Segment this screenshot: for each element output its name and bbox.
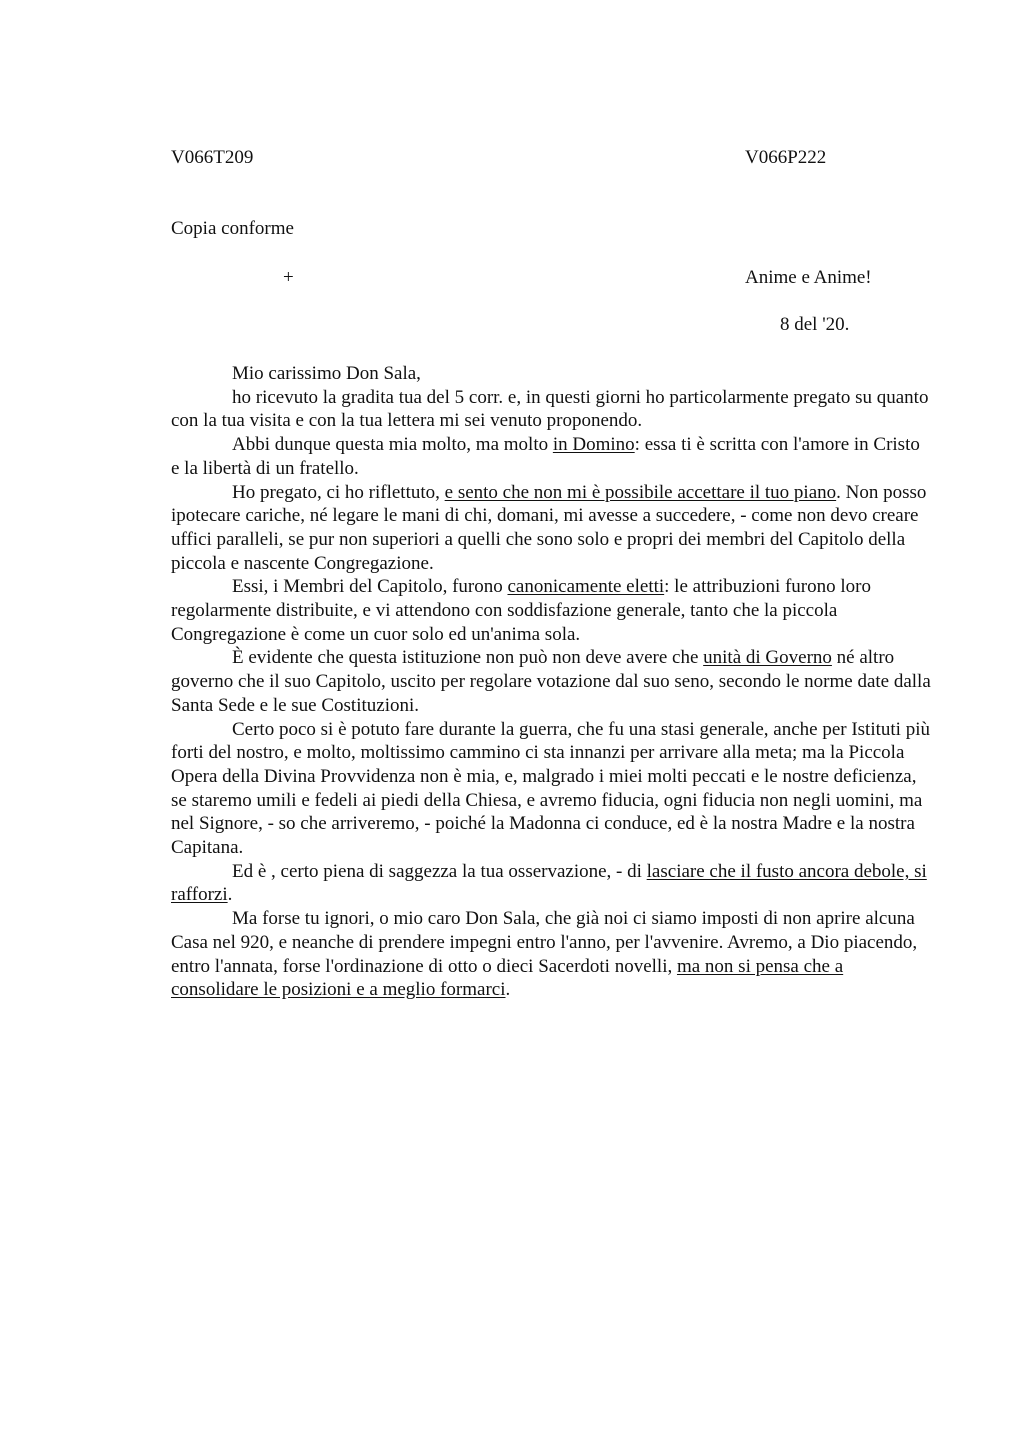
document-reference-left: V066T209 [171,147,254,168]
paragraph-5-text-b: né altro governo che il suo Capitolo, uscito per regolare votazione dal suo seno, secondo le norme date dalla Santa Sede e le sue Costituzioni. [171,647,931,716]
paragraph-5-text-a: È evidente che questa istituzione non può non deve avere che [232,647,704,669]
paragraph-8-text-b: . [505,979,511,1001]
paragraph-1: ho ricevuto la gradita tua del 5 corr. e, in questi giorni ho particolarmente pregato su quanto con la tua visita e con la tua lettera mi sei venuto proponendo. [171,386,929,432]
copy-note: Copia conforme [171,218,294,239]
paragraph-3-underlined: e sento che non mi è possibile accettare il tuo piano [444,481,837,503]
paragraph-8-text-a: Ma forse tu ignori, o mio caro Don Sala, che già noi ci siamo imposti di non aprire alcuna Casa nel 920, e neanche di prendere impegni entro l'anno, per l'avvenire. Avremo, a Dio piacendo, entro l'annata, forse l'ordinazione di otto o dieci Sacerdoti novelli, [171,908,918,977]
paragraph-8 [171,907,931,1002]
paragraph-8-underlined: ma non si pensa che a consolidare le posizioni e a meglio formarci [171,955,844,1001]
paragraph-7-text-b: . [227,884,233,906]
document-reference-right: V066P222 [745,147,827,168]
paragraph-3-text-b: . Non posso ipotecare cariche, né legare le mani di chi, domani, mi avesse a succedere, - come non devo creare uffici paralleli, se pur non superiori a quelli che sono solo e propri dei membri del Capitolo della piccola e nascente Congregazione. [171,481,927,574]
salutation: Mio carissimo Don Sala, [232,363,421,384]
paragraph-6: Certo poco si è potuto fare durante la guerra, che fu una stasi generale, anche per Istituti più forti del nostro, e molto, moltissimo cammino ci sta innanzi per arrivare alla meta; ma la Piccola Opera della Divina Provvidenza non è mia, e, malgrado i miei molti peccati e le nostre deficienza, se staremo umili e fedeli ai piedi della Chiesa, e avremo fiducia, ogni fiducia non negli uomini, ma nel Signore, - so che arriveremo, - poiché la Madonna ci conduce, ed è la nostra Madre e la nostra Capitana. [171,718,930,859]
paragraph-4-text-a: Essi, i Membri del Capitolo, furono [232,576,508,598]
paragraph-7-underlined: lasciare che il fusto ancora debole, si rafforzi [171,860,927,906]
paragraph-5 [171,646,931,717]
paragraph-2-underlined: in Domino [552,434,635,456]
paragraph-2 [171,433,931,480]
paragraph-2-text-a: Abbi dunque questa mia molto, ma molto [232,434,553,456]
paragraph-4 [171,575,931,646]
letter-date: 8 del '20. [780,314,850,335]
paragraph-3-text-a: Ho pregato, ci ho riflettuto, [232,481,445,503]
paragraph-7 [171,860,931,907]
paragraph-5-underlined: unità di Governo [703,647,832,669]
letter-body [171,362,931,1002]
paragraph-3 [171,481,931,576]
cross-symbol: + [283,267,294,288]
paragraph-4-text-b: : le attribuzioni furono loro regolarmente distribuite, e vi attendono con soddisfazione generale, tanto che la piccola Congregazione è come un cuor solo ed un'anima sola. [171,576,871,645]
motto: Anime e Anime! [745,267,872,288]
paragraph-7-text-a: Ed è , certo piena di saggezza la tua osservazione, - di [232,860,647,882]
paragraph-4-underlined: canonicamente eletti [507,576,665,598]
paragraph-2-text-b: : essa ti è scritta con l'amore in Cristo e la libertà di un fratello. [171,434,920,479]
